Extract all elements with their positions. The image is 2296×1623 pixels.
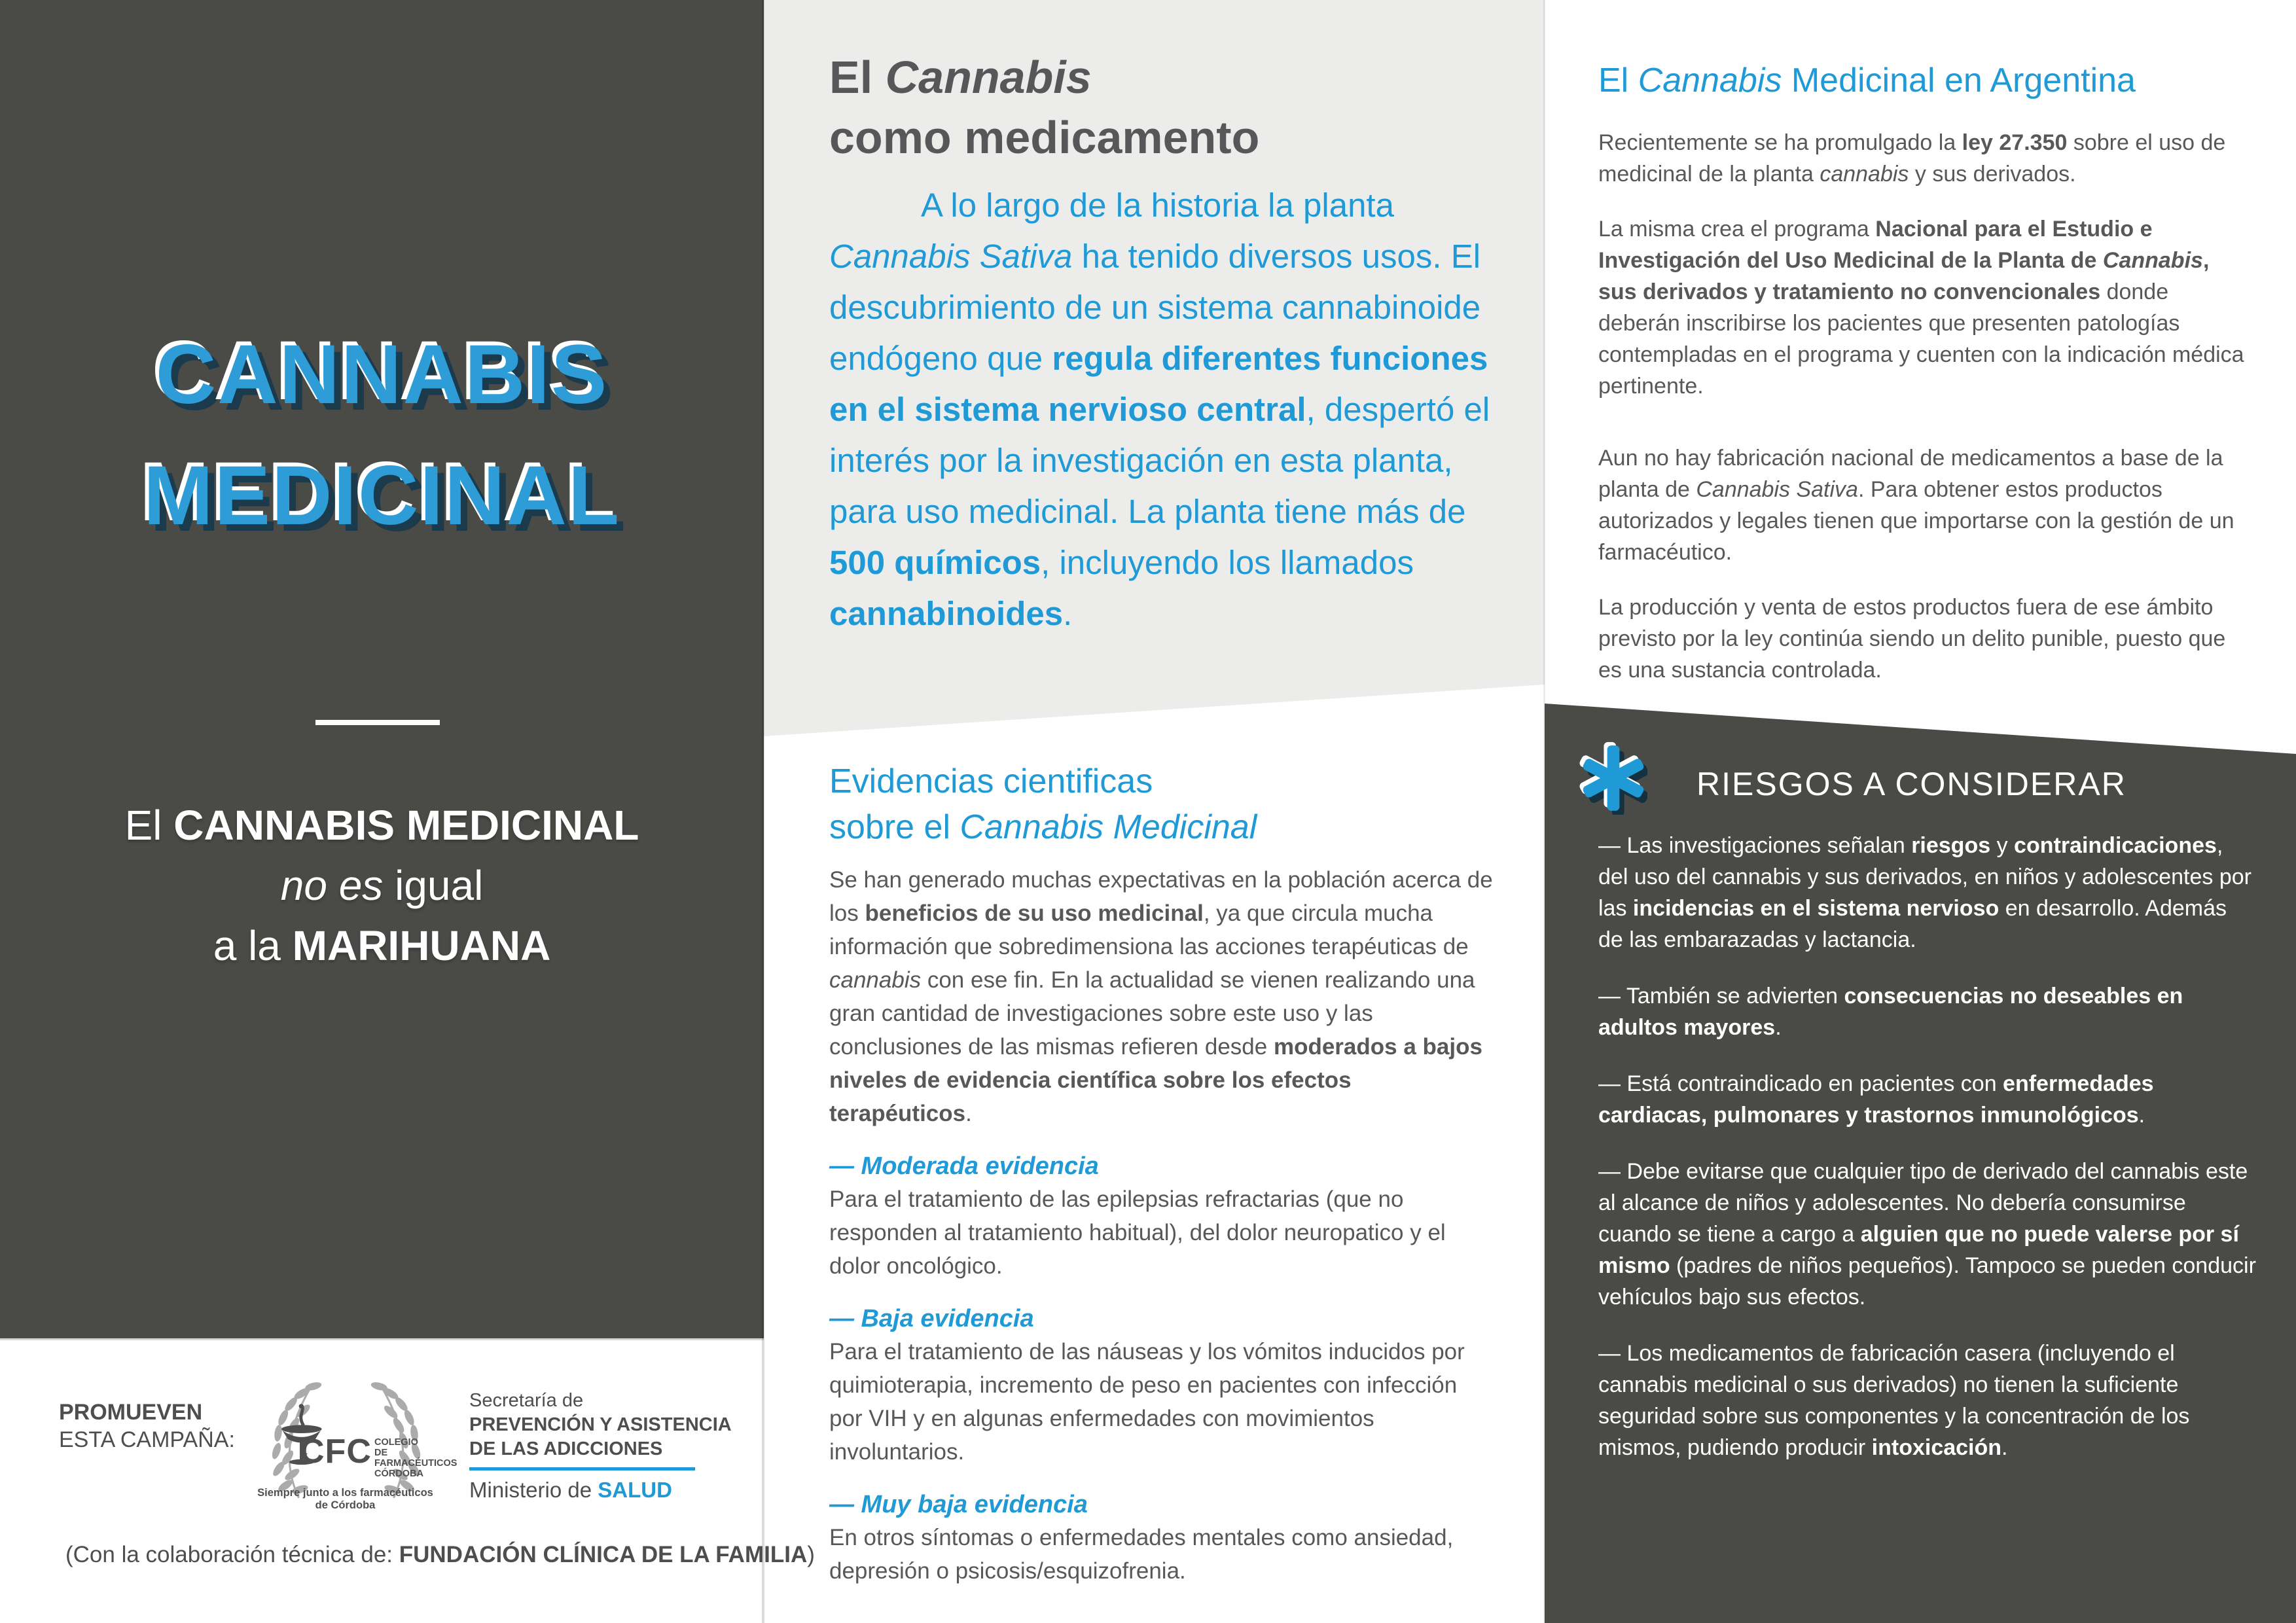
argentina-heading: El Cannabis Medicinal en Argentina [1598,62,2136,99]
middle-heading [829,47,1259,168]
subsection-body-baja: Para el tratamiento de las náuseas y los vómitos inducidos por quimioterapia, incremento de peso en pacientes con infección por VIH y en algunas enfermedades con movimientos involuntarios. [829,1339,1465,1465]
argentina-column [1598,103,2246,686]
subsection-body-moderada: Para el tratamiento de las epilepsias refractarias (que no responden al tratamiento habitual), del dolor neuropatico y el dolor oncológico. [829,1186,1446,1279]
risk-item-1: — Las investigaciones señalan riesgos y contraindicaciones, del uso del cannabis y sus derivados, en niños y adolescentes por las incidencias en el sistema nervioso en desarrollo. Además de las embarazadas y lactancia. [1598,833,2251,952]
secretaria-block [469,1389,732,1461]
secretaria-line-1: Secretaría de [469,1390,584,1411]
subsection-title-muy-baja: — Muy baja evidencia [829,1491,1088,1518]
subsection-title-baja: — Baja evidencia [829,1305,1034,1332]
evidence-heading-line-1: Evidencias cientificas [829,762,1153,800]
argentina-paragraph-3: Aun no hay fabricación nacional de medicamentos a base de la planta de Cannabis Sativa. Para obtener estos productos autorizados y legales tienen que importarse con la gestión de un farmacéutico. [1598,446,2234,565]
cfc-tagline: Siempre junto a los farmacéuticos de Córdoba [257,1487,433,1511]
risk-item-5: — Los medicamentos de fabricación casera (incluyendo el cannabis medicinal o sus derivados) no tienen la suficiente seguridad sobre sus componentes y la concentración de los mismos, pudiendo producir intoxicación. [1598,1341,2190,1460]
slogan [0,795,764,976]
middle-heading-line-1: El Cannabis [829,52,1092,103]
subsection-title-moderada: — Moderada evidencia [829,1152,1099,1180]
fold-line-right [1543,0,1545,1623]
ministerio-line [469,1478,672,1503]
secretaria-line-3: DE LAS ADICCIONES [469,1438,663,1459]
title-line-2: MEDICINAL [143,449,621,543]
promoters-line-2: ESTA CAMPAÑA: [59,1427,235,1452]
subsection-body-muy-baja: En otros síntomas o enfermedades mentales como ansiedad, depresión o psicosis/esquizofrenia. [829,1525,1454,1584]
cfc-name-line-1: COLEGIO [374,1437,418,1448]
risk-item-4: — Debe evitarse que cualquier tipo de derivado del cannabis este al alcance de niños y adolescentes. No debería consumirse cuando se tiene a cargo a alguien que no puede valerse por sí mismo (padres de niños pequeños). Tampoco se pueden conducir vehículos bajo sus efectos. [1598,1159,2256,1310]
promoters-line-1: PROMUEVEN [59,1400,203,1425]
ministerio-salud: SALUD [598,1478,672,1502]
secretaria-blue-rule [469,1467,695,1471]
slogan-line-3: a la MARIHUANA [213,922,551,969]
collaboration-note: (Con la colaboración técnica de: FUNDACIÓN CLÍNICA DE LA FAMILIA) [65,1542,815,1567]
cfc-name-line-2: DE FARMACÉUTICOS [374,1448,457,1469]
cfc-name [374,1437,459,1479]
left-panel-fold-edge [0,1338,764,1340]
argentina-paragraph-1: Recientemente se ha promulgado la ley 27.350 sobre el uso de medicinal de la planta cannabis y sus derivados. [1598,130,2226,187]
cfc-acronym: CFC [300,1433,372,1471]
secretaria-line-2: PREVENCIÓN Y ASISTENCIA [469,1414,732,1435]
risks-column [1598,830,2256,1463]
evidence-heading-line-2: sobre el Cannabis Medicinal [829,808,1257,846]
title-line-1: CANNABIS [155,328,609,421]
evidence-body: Se han generado muchas expectativas en la población acerca de los beneficios de su uso medicinal, ya que circula mucha información que sobredimensiona las acciones terapéuticas de cannabis con ese fin. En la actualidad se vienen realizando una gran cantidad de investigaciones sobre este uso y las conclusiones de las mismas refieren desde moderados a bajos niveles de evidencia científica sobre los efectos terapéuticos. [829,867,1493,1126]
argentina-paragraph-2: La misma crea el programa Nacional para el Estudio e Investigación del Uso Medicinal de la Planta de Cannabis, sus derivados y tratamiento no convencionales donde deberán inscribirse los pacientes que presenten patologías contempladas en el programa y cuenten con la indicación médica pertinente. [1598,217,2244,399]
risk-item-2: — También se advierten consecuencias no deseables en adultos mayores. [1598,984,2183,1040]
intro-paragraph: A lo largo de la historia la planta Cannabis Sativa ha tenido diversos usos. El descubrimiento de un sistema cannabinoide endógeno que regula diferentes funciones en el sistema nervioso central, despertó el interés por la investigación en esta planta, para uso medicinal. La planta tiene más de 500 químicos, incluyendo los llamados cannabinoides. [829,187,1490,632]
promoters-label [59,1399,235,1454]
risks-title: RIESGOS A CONSIDERAR [1696,766,2126,802]
asterisk-icon [1579,741,1647,815]
cfc-name-line-3: CÓRDOBA [374,1469,423,1479]
fold-line-left [762,0,764,1623]
argentina-paragraph-4: La producción y venta de estos productos fuera de ese ámbito previsto por la ley continúa siendo un delito punible, puesto que es una sustancia controlada. [1598,595,2226,683]
ministerio-prefix: Ministerio de [469,1478,598,1502]
left-panel-background [0,0,764,1340]
slogan-line-2: no es igual [280,862,484,909]
middle-heading-line-2: como medicamento [829,112,1260,163]
slogan-line-1: El CANNABIS MEDICINAL [124,802,639,849]
evidence-heading [829,758,1257,850]
brochure-title [0,314,764,556]
risk-item-3: — Está contraindicado en pacientes con enfermedades cardiacas, pulmonares y trastornos inmunológicos. [1598,1071,2154,1128]
evidence-column [829,863,1494,1588]
divider-line [315,720,440,725]
